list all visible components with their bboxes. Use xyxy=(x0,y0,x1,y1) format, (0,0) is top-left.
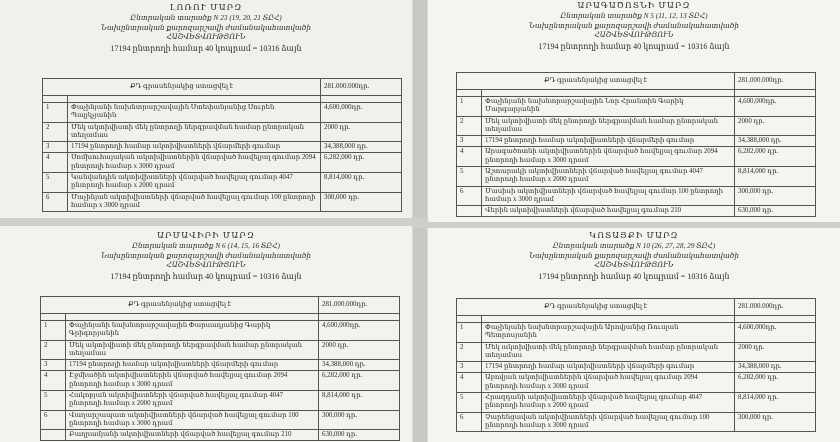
row-description: 17194 ընտրողի համար ակտիվիստների վճարմերի գումար xyxy=(68,142,321,153)
row-amount: 4,600,000դր. xyxy=(735,323,816,343)
row-number: 6 xyxy=(43,192,68,212)
period-line: Նախընտրական քարոզարշավի ժամանակահատվածի xyxy=(529,250,739,260)
blank-row xyxy=(457,90,816,97)
row-number: 4 xyxy=(43,153,68,173)
period-line: Նախընտրական քարոզարշավի ժամանակահատվածի xyxy=(101,250,311,260)
row-description: Աբովյան ակտիվիստներին վճարված հավելյալ գումար 2094 ընտրողի համար x 3000 դրամ xyxy=(482,373,735,393)
table-header-row xyxy=(457,73,816,90)
region-title: ԱՐՄԱՎԻՐԻ ՄԱՐԶ xyxy=(157,230,255,240)
row-description: Վաղարշապատ ակտիվիստների վճարված հավելյալ գումար 100 ընտրողի համար x 3000 դրամ xyxy=(66,410,319,430)
row-amount: 8,814,000 դր. xyxy=(321,172,402,192)
table-row xyxy=(457,412,816,432)
report-header xyxy=(0,230,412,282)
table-header-row xyxy=(43,79,402,96)
row-number: 5 xyxy=(457,166,482,186)
voter-formula: 17194 ընտրողի համար 40 կոպրամ = 10316 ձայն xyxy=(538,271,730,281)
row-number: 2 xyxy=(457,342,482,362)
row-description: Փաչինյանի նախնտրարշավային Փարսադյանից Գարիկ Գրիգորյանին xyxy=(66,321,319,341)
report-header xyxy=(0,2,412,54)
region-title: ԼՈՌՈՒ ՄԱՐԶ xyxy=(169,2,243,12)
row-number: 6 xyxy=(457,186,482,206)
row-description: Վերին ակտիվիստների վճարված հավելյալ գումար 210 xyxy=(482,206,735,217)
received-amount: 281.000.000դր. xyxy=(735,73,816,90)
row-amount: 2000 դր. xyxy=(735,116,816,136)
table-row xyxy=(457,166,816,186)
row-amount: 630,000 դր. xyxy=(319,430,400,441)
district-line: Ընտրական տարածք N 10 (26, 27, 28, 29 ՏԸՀ) xyxy=(552,241,716,251)
voter-formula: 17194 ընտրողի համար 40 կոպրամ = 10316 ձայն xyxy=(110,43,302,53)
district-line: Ընտրական տարածք N 5 (11, 12, 13 ՏԸՀ) xyxy=(560,11,708,21)
district-line: Ընտրական տարածք N 6 (14, 15, 16 ՏԸՀ) xyxy=(132,241,280,251)
row-description: Աշտարակի ակտիվիստների վճարված հավելյալ գումար 4047 ընտրողի համար x 2000 դրամ xyxy=(482,166,735,186)
table-row xyxy=(43,122,402,142)
table-row xyxy=(457,323,816,343)
row-number: 6 xyxy=(41,410,66,430)
report-sheet-kotayk xyxy=(428,228,840,442)
row-amount: 4,600,000դր. xyxy=(319,321,400,341)
table-row xyxy=(43,142,402,153)
row-description: Մեկ ակտիվիստի մեկ ընտրողի ներգրավման համար ընտրական տեղամաս xyxy=(66,340,319,360)
table-row xyxy=(41,390,400,410)
table-row xyxy=(457,362,816,373)
blank-row xyxy=(41,314,400,321)
row-description: Մաչինյան ակտիվիստների վճարված հավելյալ գումար 100 ընտրողի համար x 3000 դրամ xyxy=(68,192,321,212)
received-label: ՔԴ գրասենյակից ստացվել է xyxy=(41,297,319,314)
blank-row xyxy=(43,96,402,103)
row-number: 1 xyxy=(43,103,68,123)
row-amount: 4,600,000դր. xyxy=(321,103,402,123)
table-row xyxy=(43,172,402,192)
expense-table xyxy=(456,298,816,432)
row-description: Սոմխուհայական ակտիվիստներին վճարված հավելյալ գումար 2094 ընտրողի համար x 3000 դրամ xyxy=(68,153,321,173)
table-row xyxy=(41,340,400,360)
row-number: 2 xyxy=(457,116,482,136)
row-number: 2 xyxy=(43,122,68,142)
row-number: 5 xyxy=(457,392,482,412)
row-description: Մեկ ակտիվիստի մեկ ընտրողի ներգրավման համար ընտրական տեղամաս xyxy=(68,122,321,142)
table-header-row xyxy=(457,299,816,316)
table-row xyxy=(41,430,400,441)
table-row xyxy=(41,360,400,371)
row-amount: 300,000 դր. xyxy=(319,410,400,430)
row-amount: 4,600,000դր. xyxy=(735,97,816,117)
table-header-row xyxy=(41,297,400,314)
row-number: 3 xyxy=(41,360,66,371)
row-description: Հակոբյան ակտիվիստների վճարված հավելյալ գումար 4047 ընտրողի համար x 2000 դրամ xyxy=(66,390,319,410)
table-row xyxy=(457,342,816,362)
row-number: 4 xyxy=(457,147,482,167)
row-description: Փաչինյանի նախնտրարշավային Ստեփանյանից Սուրեն Պալյկչյանին xyxy=(68,103,321,123)
district-line: Ընտրական տարածք N 23 (19, 20, 21 ՏԸՀ) xyxy=(130,13,282,23)
received-label: ՔԴ գրասենյակից ստացվել է xyxy=(457,299,735,316)
row-number: 3 xyxy=(457,136,482,147)
row-amount: 8,814,000 դր. xyxy=(735,392,816,412)
row-amount: 300,000 դր. xyxy=(735,186,816,206)
row-amount: 6,282,000 դր. xyxy=(319,371,400,391)
row-number: 1 xyxy=(41,321,66,341)
row-description: Մեկ ակտիվիստի մեկ ընտրողի ներգրավման համար ընտրական տեղամաս xyxy=(482,342,735,362)
voter-formula: 17194 ընտրողի համար 40 կոպրամ = 10316 ձայն xyxy=(538,41,730,51)
report-word: ՀԱՇՎԵՏՎՈՒԹՅՈՒՆ xyxy=(166,32,246,42)
received-label: ՔԴ գրասենյակից ստացվել է xyxy=(43,79,321,96)
period-line: Նախընտրական քարոզարշավի ժամանակահատվածի xyxy=(101,22,311,32)
row-amount: 8,814,000 դր. xyxy=(319,390,400,410)
row-amount: 34,388,000 դր. xyxy=(319,360,400,371)
row-description: 17194 ընտրողի համար ակտիվիստների վճարմերի գումար xyxy=(482,136,735,147)
row-amount: 34,388,000 դր. xyxy=(735,136,816,147)
table-row xyxy=(457,373,816,393)
received-label: ՔԴ գրասենյակից ստացվել է xyxy=(457,73,735,90)
row-amount: 6,282,000 դր. xyxy=(321,153,402,173)
report-word: ՀԱՇՎԵՏՎՈՒԹՅՈՒՆ xyxy=(594,30,674,40)
report-sheet-lori xyxy=(0,0,412,218)
row-description: 17194 ընտրողի համար ակտիվիստների վճարմերի գումար xyxy=(66,360,319,371)
row-number: 3 xyxy=(457,362,482,373)
row-description: Փաչինյանի նախնտրարշավային Նոր Հրանտին Գարիկ Մարգարյանին xyxy=(482,97,735,117)
row-amount: 630,000 դր. xyxy=(735,206,816,217)
received-amount: 281.000.000դր. xyxy=(735,299,816,316)
row-description: Հրազդանի ակտիվիստների վճարված հավելյալ գումար 4047 ընտրողի համար x 2000 դրամ xyxy=(482,392,735,412)
received-amount: 281.000.000դր. xyxy=(319,297,400,314)
table-row xyxy=(43,103,402,123)
row-amount: 2000 դր. xyxy=(321,122,402,142)
row-amount: 6,282,000 դր. xyxy=(735,373,816,393)
table-row xyxy=(457,186,816,206)
row-number: 3 xyxy=(43,142,68,153)
region-title: ԱՐԱԳԱԾՈՏՆԻ ՄԱՐԶ xyxy=(577,0,691,10)
report-sheet-armavir xyxy=(0,226,412,442)
row-description: Չարենցավան ակտիվիստների վճարված հավելյալ գումար 100 ընտրողի համար x 3000 դրամ xyxy=(482,412,735,432)
report-word: ՀԱՇՎԵՏՎՈՒԹՅՈՒՆ xyxy=(166,260,246,270)
table-row xyxy=(457,116,816,136)
table-row xyxy=(41,321,400,341)
row-description: Բաղրամյանի ակտիվիստների վճարված հավելյալ գումար 210 xyxy=(66,430,319,441)
table-row xyxy=(457,392,816,412)
row-amount: 6,282,000 դր. xyxy=(735,147,816,167)
row-description: Էջմիածին ակտիվիստներին վճարված հավելյալ գումար 2094 ընտրողի համար x 3000 դրամ xyxy=(66,371,319,391)
row-number: 4 xyxy=(41,371,66,391)
row-number: 5 xyxy=(41,390,66,410)
table-row xyxy=(43,153,402,173)
period-line: Նախընտրական քարոզարշավի ժամանակահատվածի xyxy=(529,20,739,30)
table-row xyxy=(457,136,816,147)
row-number: 6 xyxy=(457,412,482,432)
row-number: 1 xyxy=(457,323,482,343)
row-amount: 300,000 դր. xyxy=(321,192,402,212)
row-description: Արագածոտնի ակտիվիստներին վճարված հավելյալ գումար 2094 ընտրողի համար x 3000 դրամ xyxy=(482,147,735,167)
row-description: Մեկ ակտիվիստի մեկ ընտրողի ներգրավման համար ընտրական տեղամաս xyxy=(482,116,735,136)
expense-table xyxy=(42,78,402,212)
row-number xyxy=(41,430,66,441)
report-header xyxy=(428,230,840,282)
expense-table xyxy=(456,72,816,217)
report-sheet-aragatsotn xyxy=(428,0,840,222)
table-row xyxy=(41,371,400,391)
row-amount: 2000 դր. xyxy=(735,342,816,362)
row-amount: 8,814,000 դր. xyxy=(735,166,816,186)
row-amount: 34,388,000 դր. xyxy=(735,362,816,373)
report-header xyxy=(428,0,840,52)
row-number: 2 xyxy=(41,340,66,360)
row-number: 1 xyxy=(457,97,482,117)
report-word: ՀԱՇՎԵՏՎՈՒԹՅՈՒՆ xyxy=(594,260,674,270)
row-description: 17194 ընտրողի համար ակտիվիստների վճարմերի գումար xyxy=(482,362,735,373)
row-amount: 2000 դր. xyxy=(319,340,400,360)
region-title: ԿՈՏԱՅՔԻ ՄԱՐԶ xyxy=(589,230,679,240)
blank-row xyxy=(457,316,816,323)
row-amount: 34,388,000 դր. xyxy=(321,142,402,153)
expense-table xyxy=(40,296,400,441)
table-row xyxy=(43,192,402,212)
table-row xyxy=(457,206,816,217)
row-number: 5 xyxy=(43,172,68,192)
table-row xyxy=(41,410,400,430)
table-row xyxy=(457,147,816,167)
received-amount: 281.000.000դր. xyxy=(321,79,402,96)
row-amount: 300,000 դր. xyxy=(735,412,816,432)
voter-formula: 17194 ընտրողի համար 40 կոպրամ = 10316 ձայն xyxy=(110,271,302,281)
table-row xyxy=(457,97,816,117)
row-description: Փաչինյանի նախնտրարշավային Արովյանից Ռուսլան Պետրոսյանին xyxy=(482,323,735,343)
row-number: 4 xyxy=(457,373,482,393)
row-number xyxy=(457,206,482,217)
row-description: Մասիսի ակտիվիստների վճարված հավելյալ գումար 100 ընտրողի համար x 3000 դրամ xyxy=(482,186,735,206)
row-description: Կանվանդին ակտիվիստների վճարված հավելյալ գումար 4047 ընտրողի համար x 2000 դրամ xyxy=(68,172,321,192)
